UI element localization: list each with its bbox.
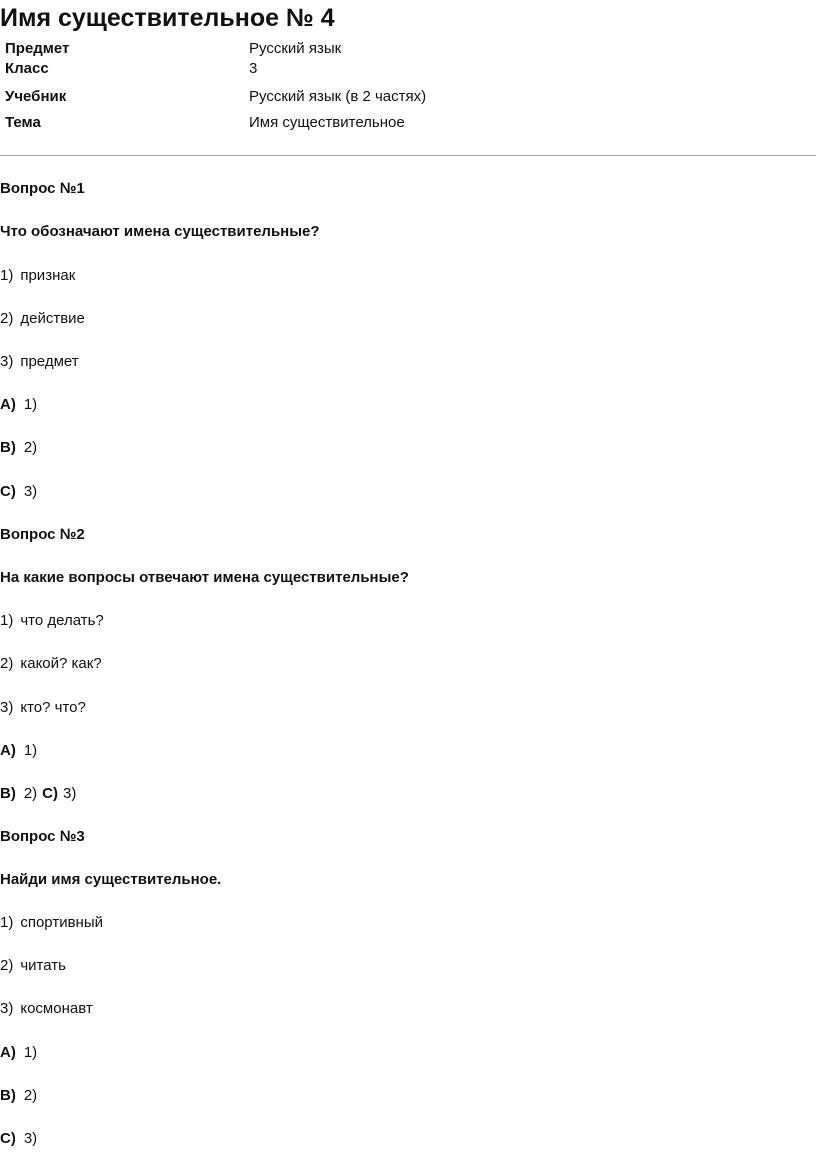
answer-choice-row xyxy=(0,783,76,805)
meta-value-topic: Имя существительное xyxy=(249,114,405,131)
choice-letter: B) xyxy=(0,439,16,456)
choice-value: 3) xyxy=(23,1130,38,1147)
choice-value: 1) xyxy=(23,396,38,413)
answer-option xyxy=(0,912,103,934)
answer-option xyxy=(0,697,86,719)
option-number: 3) xyxy=(0,1000,14,1017)
choice-value: 3) xyxy=(23,483,38,500)
option-text: действие xyxy=(20,310,85,327)
answer-choice xyxy=(0,1128,37,1150)
answer-option xyxy=(0,653,102,675)
answer-option xyxy=(0,955,66,977)
answer-choice xyxy=(0,437,37,459)
answer-choice xyxy=(0,481,37,503)
option-text: читать xyxy=(20,957,66,974)
option-text: космонавт xyxy=(20,1000,93,1017)
option-text: какой? как? xyxy=(20,655,102,672)
option-number: 2) xyxy=(0,957,14,974)
meta-row-topic xyxy=(0,112,816,134)
meta-value-subject: Русский язык xyxy=(249,40,342,57)
answer-option xyxy=(0,610,104,632)
meta-row-class xyxy=(0,58,816,80)
choice-value: 2) xyxy=(23,1087,38,1104)
answer-option xyxy=(0,351,79,373)
choice-letter: C) xyxy=(0,1130,16,1147)
option-text: что делать? xyxy=(20,612,104,629)
choice-letter: A) xyxy=(0,396,16,413)
meta-key-topic: Тема xyxy=(5,114,41,131)
question-heading: Вопрос №2 xyxy=(0,526,85,543)
choice-letter: B) xyxy=(0,1087,16,1104)
option-number: 2) xyxy=(0,310,14,327)
choice-value: 1) xyxy=(23,1044,38,1061)
choice-value: 2) xyxy=(23,439,38,456)
meta-key-subject: Предмет xyxy=(5,40,70,57)
option-number: 1) xyxy=(0,267,14,284)
answer-option xyxy=(0,998,93,1020)
option-number: 1) xyxy=(0,914,14,931)
option-number: 3) xyxy=(0,699,14,716)
choice-letter: C) xyxy=(0,483,16,500)
option-text: спортивный xyxy=(20,914,103,931)
question-text: На какие вопросы отвечают имена существительные? xyxy=(0,569,409,586)
option-number: 3) xyxy=(0,353,14,370)
meta-value-class: 3 xyxy=(249,60,258,77)
answer-choice xyxy=(0,1042,37,1064)
choice-value: 3) xyxy=(63,785,77,802)
question-heading: Вопрос №3 xyxy=(0,828,85,845)
option-text: предмет xyxy=(20,353,79,370)
answer-choice xyxy=(0,394,37,416)
choice-letter: C) xyxy=(42,785,58,802)
answer-choice xyxy=(0,1085,37,1107)
meta-key-class: Класс xyxy=(5,60,49,77)
option-text: признак xyxy=(20,267,76,284)
answer-choice xyxy=(0,740,37,762)
question-text: Найди имя существительное. xyxy=(0,871,222,888)
option-number: 2) xyxy=(0,655,14,672)
option-number: 1) xyxy=(0,612,14,629)
choice-value: 1) xyxy=(23,742,38,759)
header-divider xyxy=(0,155,816,156)
option-text: кто? что? xyxy=(20,699,86,716)
meta-row-subject xyxy=(0,38,816,60)
answer-option xyxy=(0,308,85,330)
meta-key-textbook: Учебник xyxy=(5,88,67,105)
answer-option xyxy=(0,265,75,287)
choice-value: 2) xyxy=(23,785,38,802)
question-text: Что обозначают имена существительные? xyxy=(0,223,320,240)
choice-letter: B) xyxy=(0,785,16,802)
page-title: Имя существительное № 4 xyxy=(0,4,335,32)
meta-value-textbook: Русский язык (в 2 частях) xyxy=(249,88,427,105)
choice-letter: A) xyxy=(0,742,16,759)
choice-letter: A) xyxy=(0,1044,16,1061)
question-heading: Вопрос №1 xyxy=(0,180,85,197)
meta-row-textbook xyxy=(0,86,816,108)
